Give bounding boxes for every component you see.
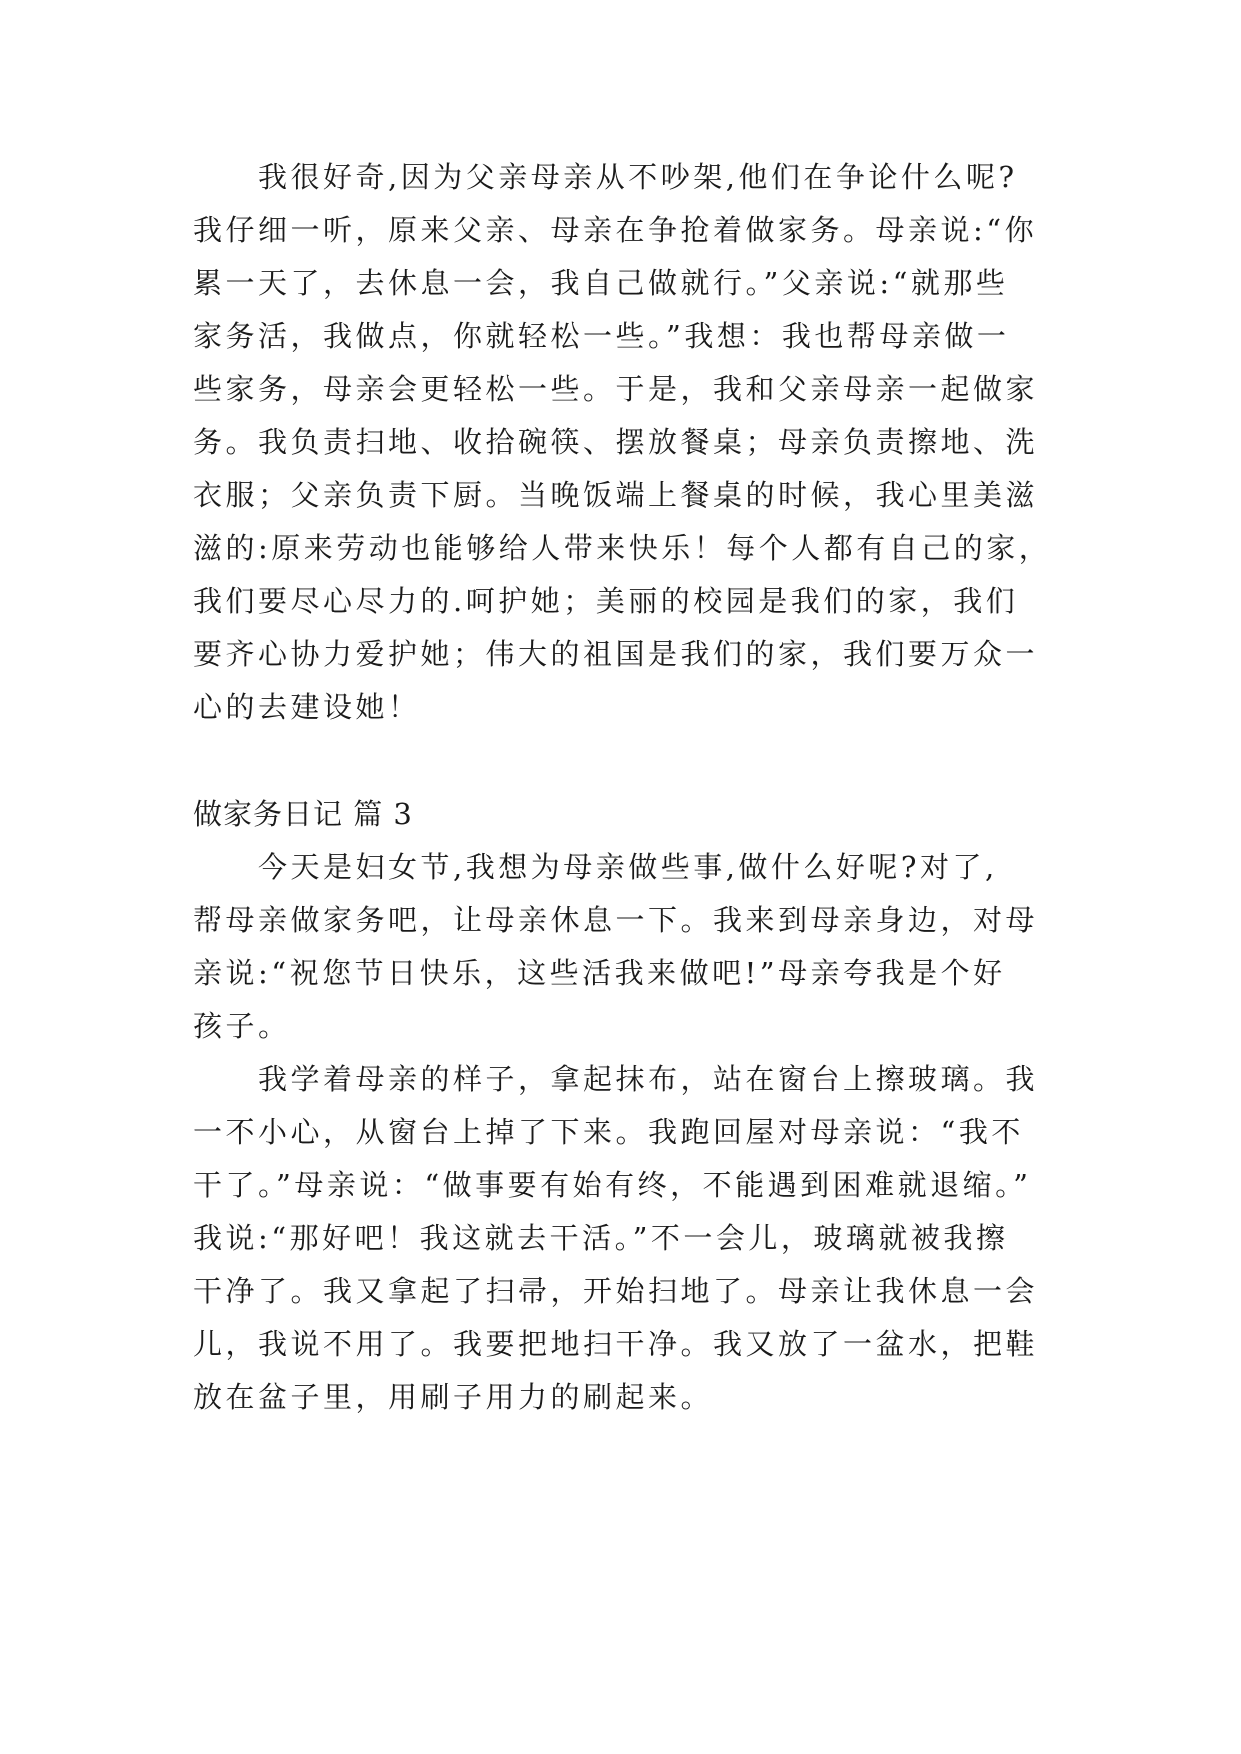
text-line: 累一天了，去休息一会，我自己做就行。”父亲说:“就那些 <box>193 266 1009 300</box>
text-line: 我仔细一听，原来父亲、母亲在争抢着做家务。母亲说:“你 <box>193 213 1038 247</box>
text-line: 放在盆子里，用刷子用力的刷起来。 <box>193 1380 714 1414</box>
text-line: 心的去建设她！ <box>193 690 421 724</box>
text-line: 儿，我说不用了。我要把地扫干净。我又放了一盆水，把鞋 <box>193 1327 1039 1361</box>
text-line: 务。我负责扫地、收拾碗筷、摆放餐桌；母亲负责擦地、洗 <box>193 425 1039 459</box>
text-line: 帮母亲做家务吧，让母亲休息一下。我来到母亲身边，对母 <box>193 903 1039 937</box>
text-line: 一不小心，从窗台上掉了下来。我跑回屋对母亲说：“我不 <box>193 1115 1024 1149</box>
text-line: 衣服；父亲负责下厨。当晚饭端上餐桌的时候，我心里美滋 <box>193 478 1039 512</box>
text-line: 我说:“那好吧！我这就去干活。”不一会儿，玻璃就被我擦 <box>193 1221 1009 1255</box>
section-heading: 做家务日记 篇 3 <box>193 797 413 831</box>
text-line: 孩子。 <box>193 1009 291 1043</box>
text-line: 我很好奇,因为父亲母亲从不吵架,他们在争论什么呢? <box>258 160 1018 194</box>
text-line: 干了。”母亲说：“做事要有始有终，不能遇到困难就退缩。” <box>193 1168 1032 1202</box>
text-line: 家务活，我做点，你就轻松一些。”我想：我也帮母亲做一 <box>193 319 1010 353</box>
text-line: 滋的:原来劳动也能够给人带来快乐！每个人都有自己的家， <box>193 531 1052 565</box>
text-line: 今天是妇女节,我想为母亲做些事,做什么好呢?对了, <box>258 850 998 884</box>
text-line: 干净了。我又拿起了扫帚，开始扫地了。母亲让我休息一会 <box>193 1274 1039 1308</box>
text-line: 些家务，母亲会更轻松一些。于是，我和父亲母亲一起做家 <box>193 372 1039 406</box>
text-line: 我学着母亲的样子，拿起抹布，站在窗台上擦玻璃。我 <box>258 1062 1039 1096</box>
text-line: 要齐心协力爱护她；伟大的祖国是我们的家，我们要万众一 <box>193 637 1039 671</box>
text-line: 我们要尽心尽力的.呵护她；美丽的校园是我们的家，我们 <box>193 584 1019 618</box>
text-line: 亲说:“祝您节日快乐，这些活我来做吧!”母亲夸我是个好 <box>193 956 1006 990</box>
